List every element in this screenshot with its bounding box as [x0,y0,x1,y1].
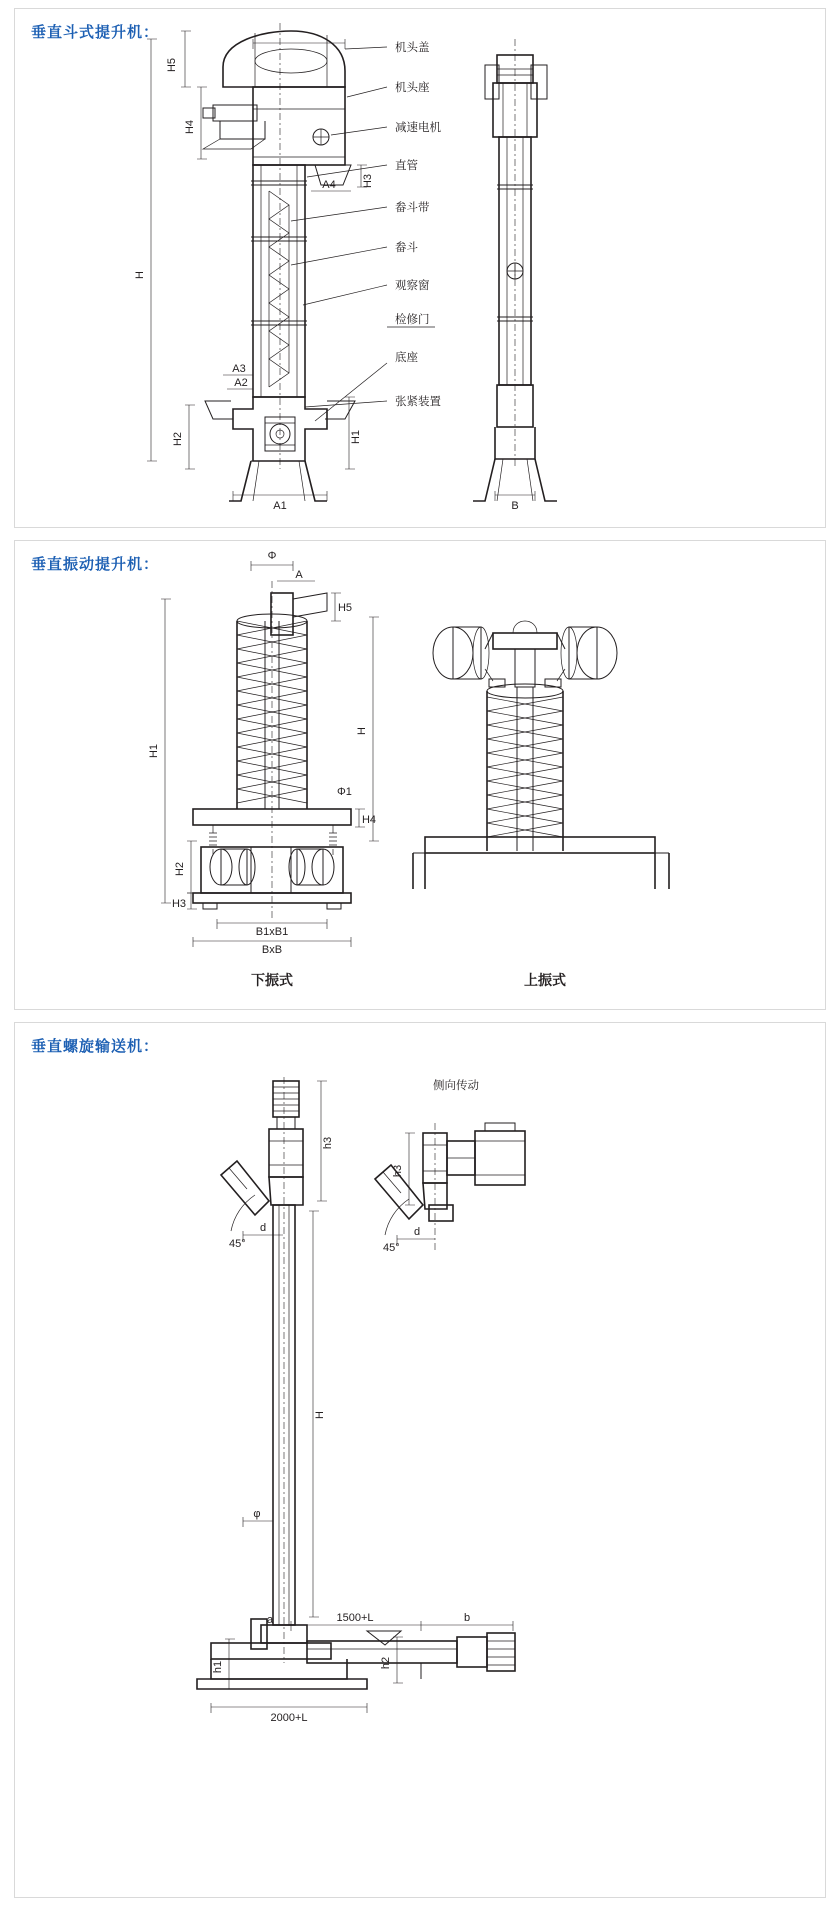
dim-d-side: d [413,1226,421,1238]
panel-title-screw-conveyor: 垂直螺旋输送机： [31,1038,160,1055]
dim-h3: h3 [322,1136,334,1150]
dim-H: H [356,727,368,735]
dim-45deg: 45° [229,1238,246,1250]
callout-straight-pipe: 直管 [395,158,418,172]
dim-B1xB1: B1xB1 [255,926,289,938]
dim-B: B [511,500,519,512]
dim-phi: φ [253,1508,261,1520]
callout-base: 底座 [395,350,418,364]
callout-gear-motor: 减速电机 [395,120,441,134]
dim-H: H [134,271,146,279]
caption-bottom-vibration: 下振式 [251,973,293,989]
dim-A3: A3 [232,363,246,375]
diagram-bucket-elevator [15,9,825,527]
dim-A2: A2 [234,377,248,389]
panel-bucket-elevator [14,8,826,528]
dim-H2: H2 [174,861,186,877]
panel-screw-conveyor [14,1022,826,1898]
callout-side-drive: 侧向传动 [433,1078,479,1092]
dim-h3-side: h3 [392,1164,404,1178]
dim-phi: Φ [267,550,277,562]
dim-A1: A1 [273,500,287,512]
dim-a: a [267,1614,274,1626]
panel-vibrating-elevator [14,540,826,1010]
dim-A: A [295,569,303,581]
callout-head-cover: 机头盖 [395,40,430,54]
dim-H3: H3 [362,173,374,189]
dim-A4: A4 [322,179,336,191]
dim-phi1: Φ1 [337,786,352,798]
callout-observation-window: 观察窗 [395,278,430,292]
callout-bucket-belt: 畚斗带 [395,200,430,214]
dim-h2: h2 [380,1656,392,1670]
callout-tensioner: 张紧装置 [395,394,441,408]
dim-BxB: BxB [261,944,283,956]
dim-1500L: 1500+L [336,1612,374,1624]
dim-H5: H5 [337,602,353,614]
dim-2000L: 2000+L [270,1712,308,1724]
callout-inspection-door: 检修门 [395,312,430,326]
dim-H4: H4 [361,814,377,826]
callout-head-seat: 机头座 [395,80,430,94]
panel-title-bucket-elevator: 垂直斗式提升机： [31,24,160,41]
caption-top-vibration: 上振式 [524,973,566,989]
dim-H1: H1 [148,743,160,759]
callout-bucket: 畚斗 [395,240,418,254]
dim-H5: H5 [166,57,178,73]
diagram-vibrating-elevator [15,541,825,1009]
dim-45deg-side: 45° [383,1242,400,1254]
dim-H: H [314,1411,326,1419]
dim-H3: H3 [171,898,187,910]
dim-h1: h1 [212,1660,224,1674]
dim-H1: H1 [350,429,362,445]
diagram-screw-conveyor [15,1023,825,1897]
dim-b: b [463,1612,471,1624]
panel-title-vibrating-elevator: 垂直振动提升机： [31,556,160,573]
dim-d: d [259,1222,267,1234]
dim-H2: H2 [172,431,184,447]
dim-H4: H4 [184,119,196,135]
